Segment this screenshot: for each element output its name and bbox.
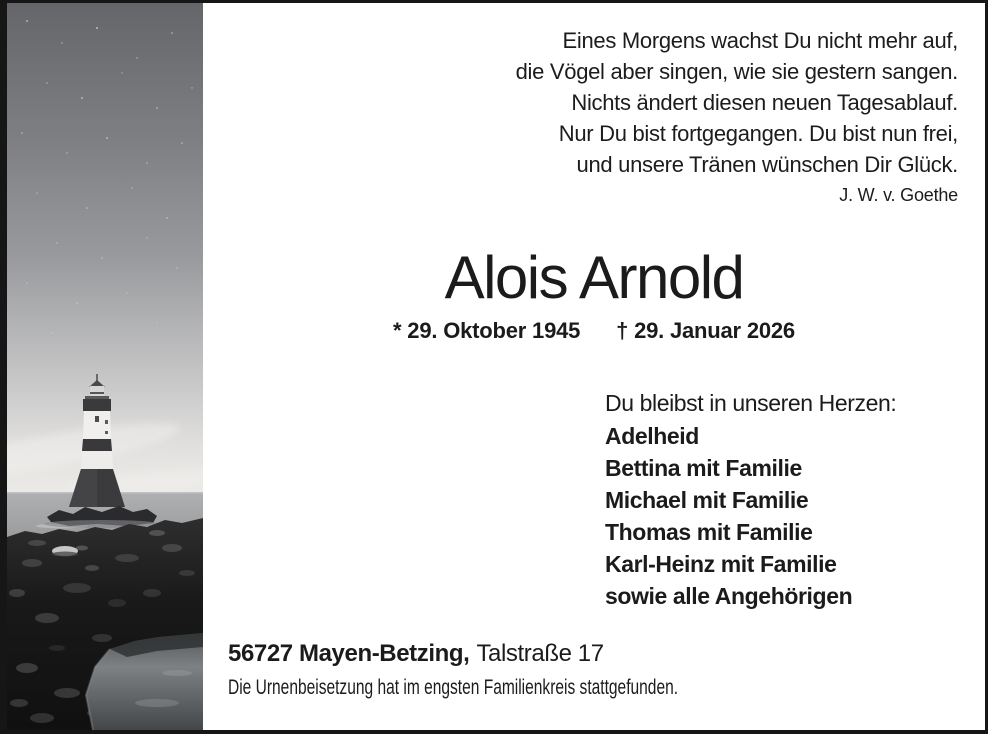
poem-line: Nur Du bist fortgegangen. Du bist nun frei,: [558, 121, 958, 146]
address-line: [228, 638, 604, 670]
poem-line: Eines Morgens wachst Du nicht mehr auf,: [562, 28, 958, 53]
deceased-name: Alois Arnold: [444, 244, 744, 311]
poem-attribution: J. W. v. Goethe: [839, 185, 958, 205]
poem-line: die Vögel aber singen, wie sie gestern sangen.: [515, 59, 958, 84]
birth-date: * 29. Oktober 1945: [393, 318, 581, 343]
mourner-name: Karl-Heinz mit Familie: [605, 551, 837, 577]
mourners-intro: Du bleibst in unseren Herzen:: [605, 390, 897, 416]
poem-line: und unsere Tränen wünschen Dir Glück.: [576, 152, 958, 177]
address-street: Talstraße 17: [476, 640, 604, 667]
address-city: 56727 Mayen-Betzing,: [228, 640, 470, 667]
lighthouse-photo: [7, 3, 203, 730]
death-date: † 29. Januar 2026: [616, 318, 795, 343]
mourners-block: [605, 387, 896, 612]
deceased-block: [203, 245, 985, 344]
mourner-name: Thomas mit Familie: [605, 519, 813, 545]
life-dates: [203, 318, 985, 344]
mourner-name: sowie alle Angehörigen: [605, 583, 853, 609]
mourner-name: Adelheid: [605, 423, 699, 449]
mourner-name: Michael mit Familie: [605, 487, 809, 513]
mourner-name: Bettina mit Familie: [605, 455, 802, 481]
funeral-notice: Die Urnenbeisetzung hat im engsten Familienkreis stattgefunden.: [228, 676, 679, 699]
lighthouse-photo-art: [7, 3, 203, 730]
obituary-content: [203, 3, 985, 730]
poem-line: Nichts ändert diesen neuen Tagesablauf.: [571, 90, 958, 115]
memorial-poem: [516, 25, 958, 207]
